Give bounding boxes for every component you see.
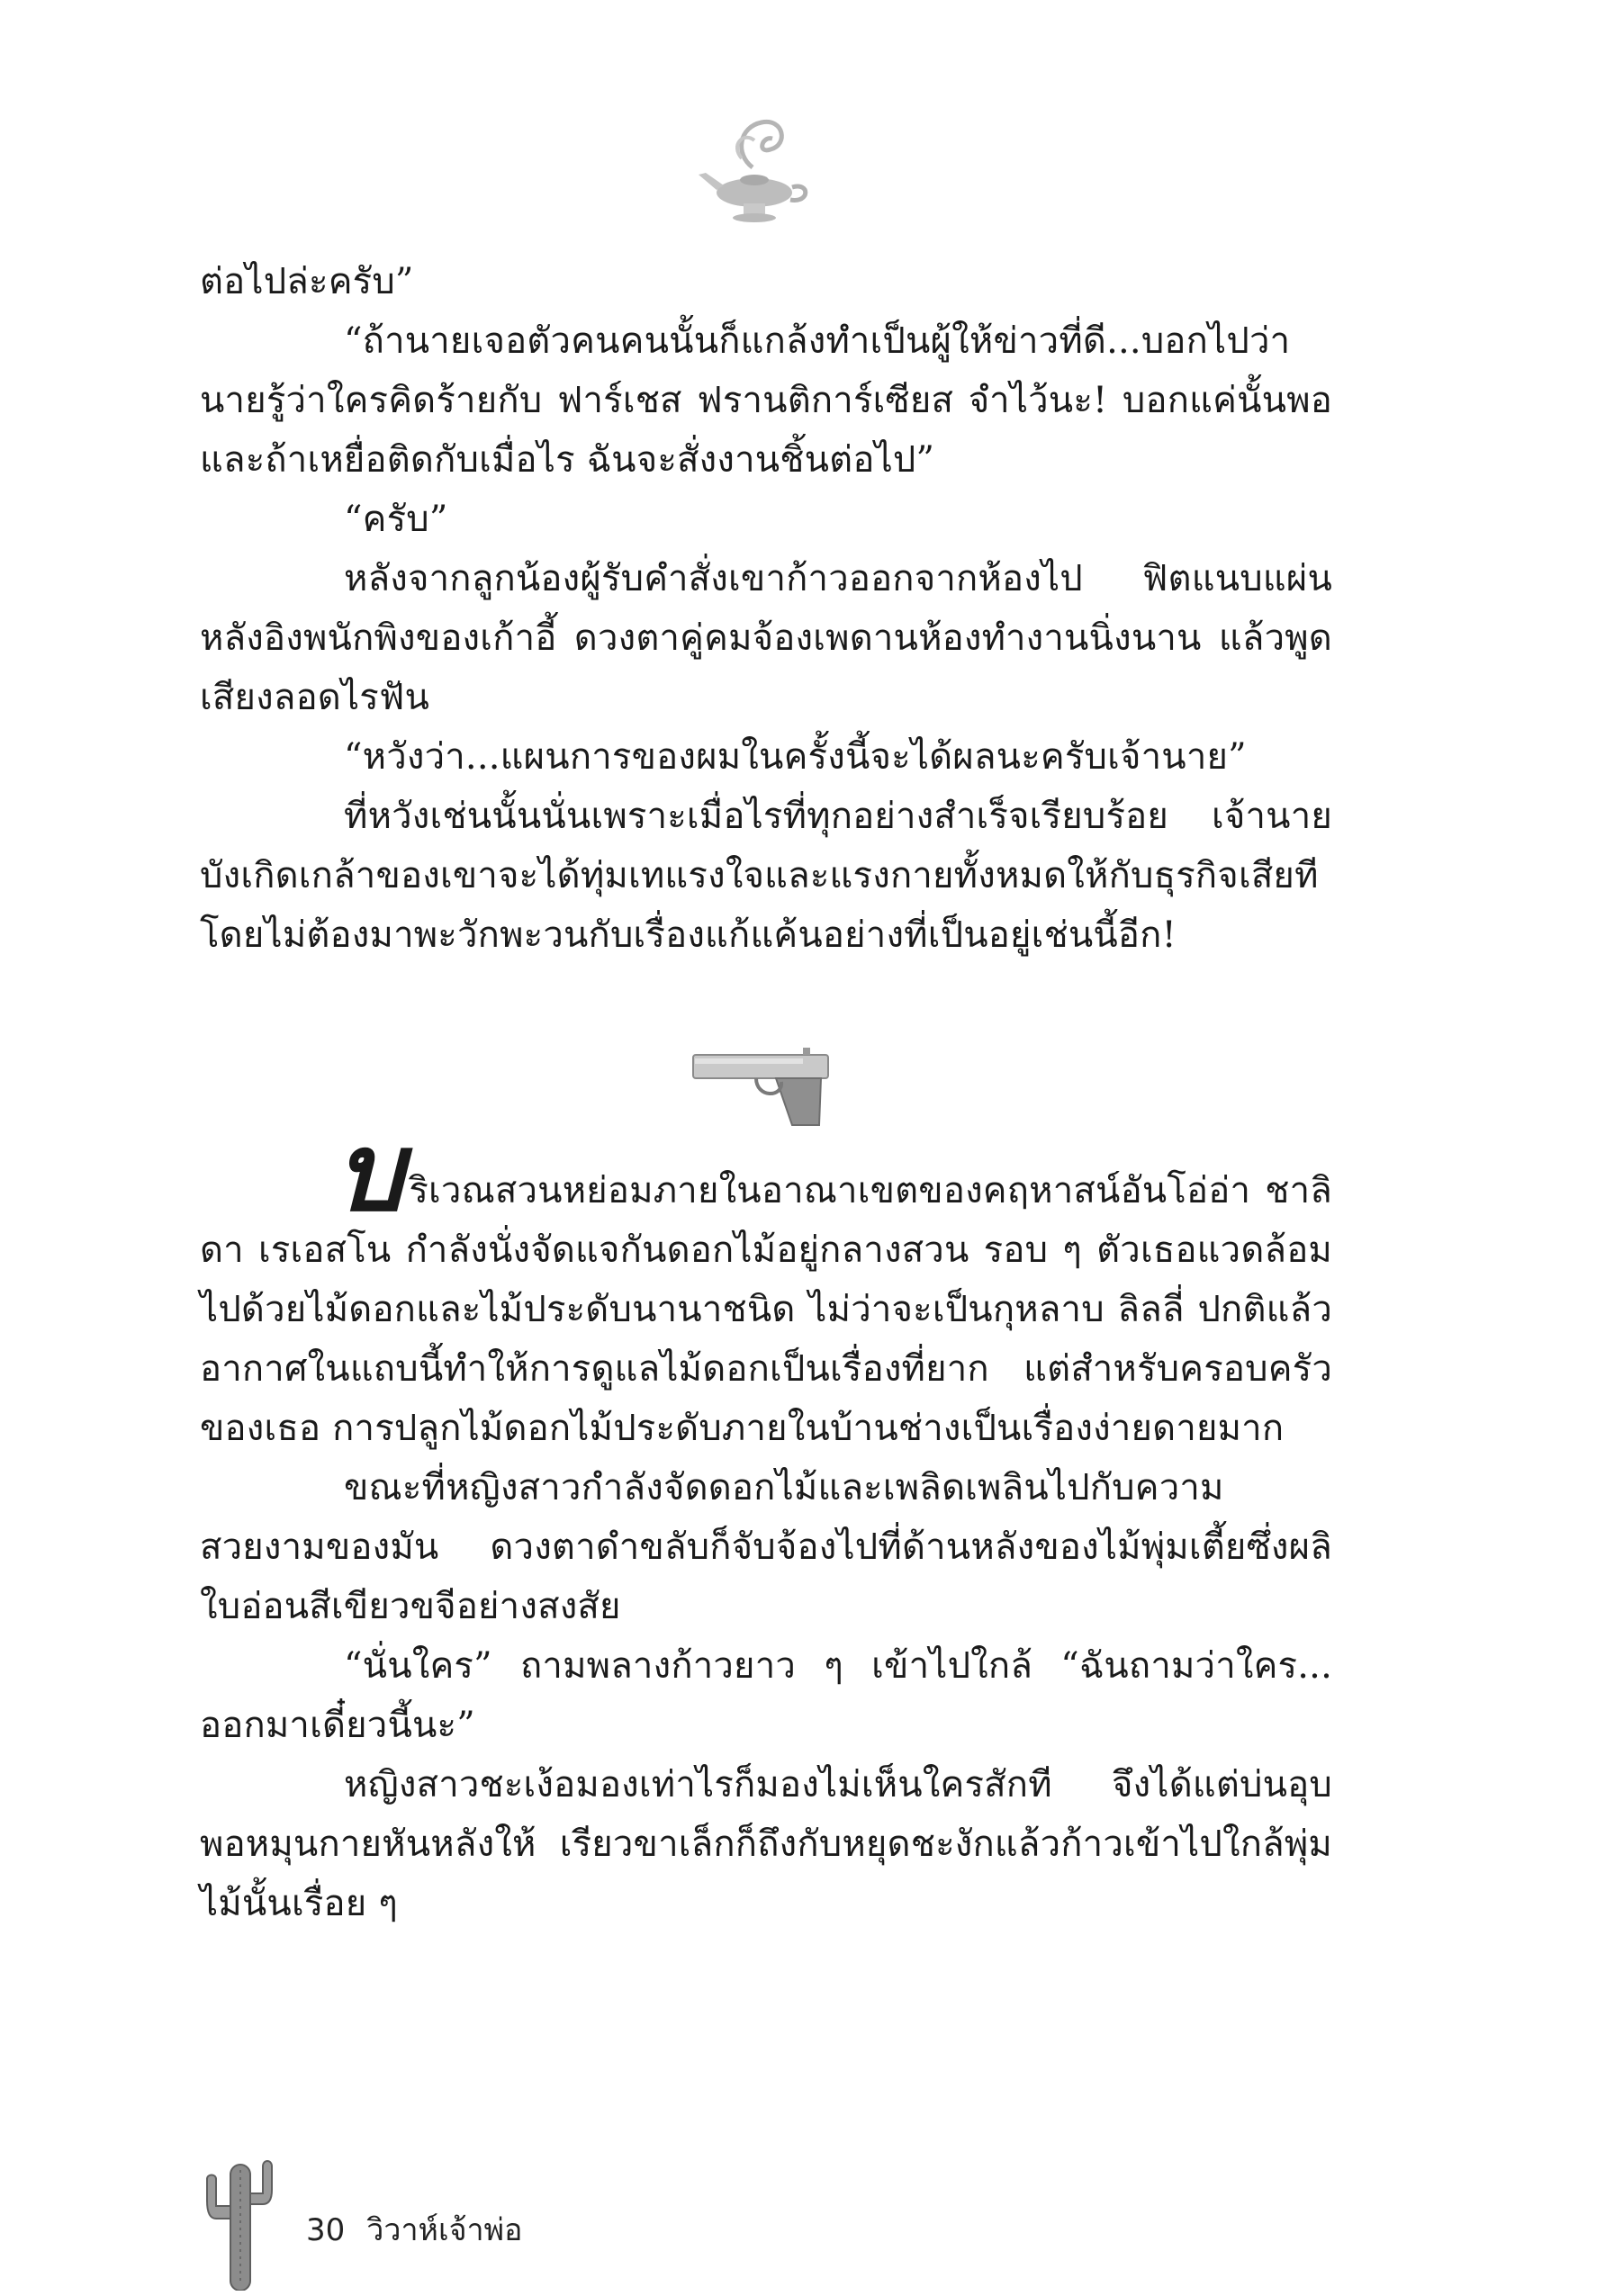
page-number: 30 [306, 2212, 346, 2248]
paragraph: “ถ้านายเจอตัวคนคนนั้นก็แกล้งทำเป็นผู้ให้ข่าวที่ดี...บอกไปว่านายรู้ว่าใครคิดร้ายกับ ฟาร์เชส ฟรานติการ์เซียส จำไว้นะ! บอกแค่นั้นพอ และถ้าเหยื่อติดกับเมื่อไร ฉันจะสั่งงานชิ้นต่อไป” [200, 320, 1332, 481]
pistol-icon [686, 1042, 839, 1132]
paragraph: ต่อไปล่ะครับ” [200, 261, 414, 302]
paragraph: “ครับ” [344, 499, 448, 540]
paragraph: “นั่นใคร” ถามพลางก้าวยาว ๆ เข้าไปใกล้ “ฉันถามว่าใคร... ออกมาเดี๋ยวนี้นะ” [200, 1645, 1332, 1746]
paragraph: หญิงสาวชะเง้อมองเท่าไรก็มองไม่เห็นใครสักที จึงได้แต่บ่นอุบ พอหมุนกายหันหลังให้ เรียวขาเล็กก็ถึงกับหยุดชะงักแล้วก้าวเข้าไปใกล้พุ่มไม้นั้นเรื่อย ๆ [200, 1764, 1332, 1924]
page-footer [306, 2205, 544, 2254]
paragraph: หลังจากลูกน้องผู้รับคำสั่งเขาก้าวออกจากห้องไป ฟิตแนบแผ่นหลังอิงพนักพิงของเก้าอี้ ดวงตาคู่คมจ้องเพดานห้องทำงานนิ่งนาน แล้วพูดเสียงลอดไรฟัน [200, 558, 1332, 718]
genie-lamp-icon [699, 104, 816, 230]
paragraph: ที่หวังเช่นนั้นนั่นเพราะเมื่อไรที่ทุกอย่างสำเร็จเรียบร้อย เจ้านายบังเกิดเกล้าของเขาจะได้ทุ่มเทแรงใจและแรงกายทั้งหมดให้กับธุรกิจเสียที โดยไม่ต้องมาพะวักพะวนกับเรื่องแก้แค้นอย่างที่เป็นอยู่เช่นนี้อีก! [200, 796, 1332, 956]
paragraph: “หวังว่า...แผนการของผมในครั้งนี้จะได้ผลนะครับเจ้านาย” [344, 736, 1247, 778]
paragraph: ขณะที่หญิงสาวกำลังจัดดอกไม้และเพลิดเพลินไปกับความสวยงามของมัน ดวงตาดำขลับก็จับจ้องไปที่ด้านหลังของไม้พุ่มเตี้ยซึ่งผลิใบอ่อนสีเขียวขจีอย่างสงสัย [200, 1467, 1332, 1627]
paragraph-with-dropcap [200, 1109, 1332, 1458]
book-title: วิวาห์เจ้าพ่อ [366, 2212, 523, 2248]
paragraph-text: ริเวณสวนหย่อมภายในอาณาเขตของคฤหาสน์อันโอ่อ่า ชาลิดา เรเอสโน กำลังนั่งจัดแจกันดอกไม้อยู่กลางสวน รอบ ๆ ตัวเธอแวดล้อมไปด้วยไม้ดอกและไม้ประดับนานาชนิด ไม่ว่าจะเป็นกุหลาบ ลิลลี่ ปกติแล้วอากาศในแถบนี้ทำให้การดูแลไม้ดอกเป็นเรื่องที่ยาก แต่สำหรับครอบครัวของเธอ การปลูกไม้ดอกไม้ประดับภายในบ้านช่างเป็นเรื่องง่ายดายมาก [200, 1170, 1332, 1449]
cactus-icon [200, 2147, 281, 2291]
drop-cap: บ [335, 1109, 404, 1236]
body-text-bottom [200, 1109, 1332, 1933]
body-text-top [200, 252, 1332, 965]
